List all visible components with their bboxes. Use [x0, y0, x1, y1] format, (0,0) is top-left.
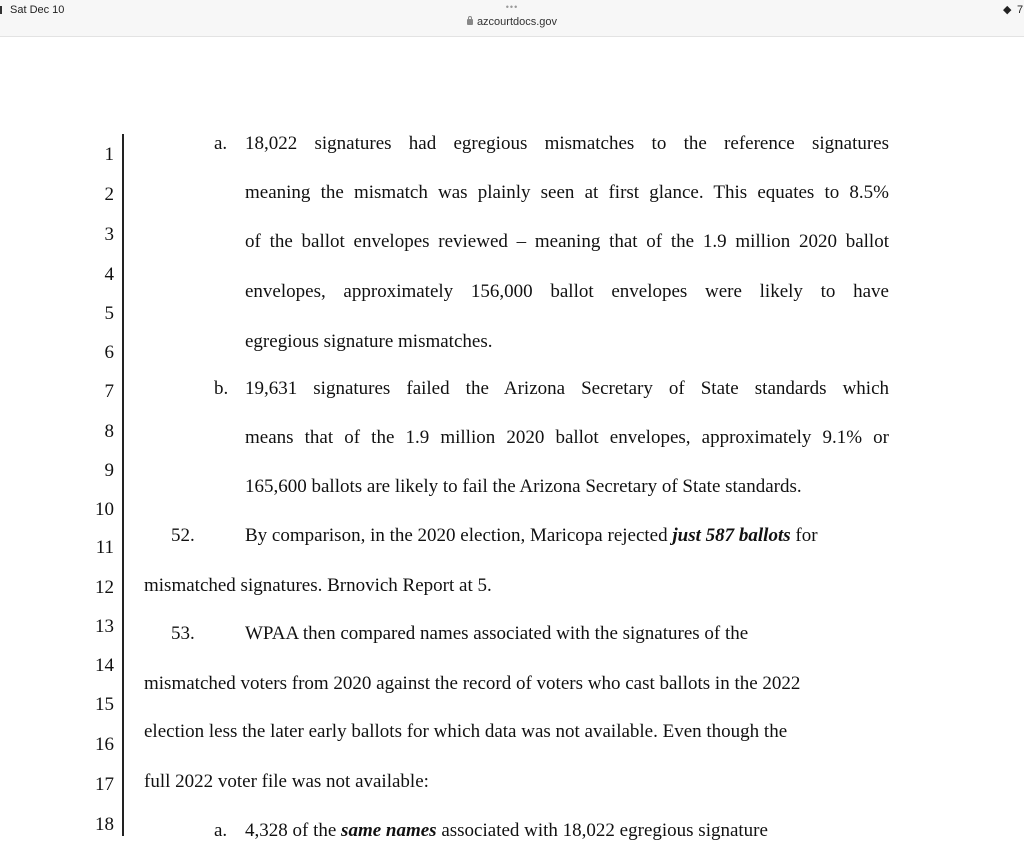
- text-line: WPAA then compared names associated with the signatures of the: [245, 623, 749, 644]
- text-line: full 2022 voter file was not available:: [144, 771, 429, 792]
- line-number: 16: [95, 734, 114, 755]
- text-run: 4,328 of the: [245, 820, 342, 841]
- paragraph-number: 53.: [171, 623, 195, 644]
- text-run: associated with 18,022 egregious signature: [436, 820, 768, 841]
- line-number: 13: [95, 616, 114, 637]
- line-number: 12: [95, 577, 114, 598]
- text-run: By comparison, in the 2020 election, Maricopa rejected: [245, 525, 673, 546]
- line-number: 10: [95, 499, 114, 520]
- line-number: 9: [104, 460, 114, 481]
- text-line: mismatched voters from 2020 against the record of voters who cast ballots in the 2022: [144, 673, 801, 694]
- emphasized-text: same names: [341, 820, 437, 841]
- line-number: 6: [104, 342, 114, 363]
- emphasized-text: just 587 ballots: [672, 525, 791, 546]
- lock-icon: [467, 19, 473, 25]
- text-line: of the ballot envelopes reviewed – meaning that of the 1.9 million 2020 ballot: [245, 231, 889, 252]
- status-time: Sat Dec 10: [10, 4, 65, 16]
- text-line: meaning the mismatch was plainly seen at first glance. This equates to 8.5%: [245, 182, 889, 203]
- line-number: 8: [104, 421, 114, 442]
- status-edge-mark: [0, 6, 2, 14]
- line-number: 14: [95, 655, 114, 676]
- text-line: mismatched signatures. Brnovich Report at 5.: [144, 575, 492, 596]
- item-b-marker: b.: [214, 378, 229, 399]
- url-text: azcourtdocs.gov: [476, 16, 558, 28]
- line-number: 2: [104, 184, 114, 205]
- text-line: [245, 820, 768, 842]
- wifi-icon: ◆: [1003, 4, 1012, 16]
- more-options-dots-icon[interactable]: •••: [505, 2, 519, 12]
- text-line: 18,022 signatures had egregious mismatches to the reference signatures: [245, 133, 889, 154]
- text-run: for: [790, 525, 818, 546]
- line-number: 1: [104, 144, 114, 165]
- line-number: 11: [95, 537, 114, 558]
- line-number: 17: [95, 774, 114, 795]
- text-line: means that of the 1.9 million 2020 ballot envelopes, approximately 9.1% or: [245, 427, 889, 448]
- line-number: 18: [95, 814, 114, 835]
- item-a-marker: a.: [214, 133, 228, 154]
- line-number: 5: [104, 303, 114, 324]
- line-number: 15: [95, 694, 114, 715]
- paragraph-number: 52.: [171, 525, 195, 546]
- line-number: 7: [104, 381, 114, 402]
- line-number: 3: [104, 224, 114, 245]
- browser-status-bar: [0, 0, 1024, 37]
- text-line: [245, 525, 818, 547]
- document-page: [0, 37, 1024, 841]
- text-line: election less the later early ballots for which data was not available. Even though the: [144, 721, 788, 742]
- battery-level: 7: [1017, 4, 1024, 16]
- item-a2-marker: a.: [214, 820, 228, 841]
- text-line: 165,600 ballots are likely to fail the Arizona Secretary of State standards.: [245, 476, 802, 497]
- line-number: 4: [104, 264, 114, 285]
- text-line: 19,631 signatures failed the Arizona Secretary of State standards which: [245, 378, 889, 399]
- text-line: egregious signature mismatches.: [245, 331, 493, 352]
- margin-rule: [122, 134, 124, 836]
- address-bar[interactable]: [0, 16, 1024, 28]
- text-line: envelopes, approximately 156,000 ballot envelopes were likely to have: [245, 281, 889, 302]
